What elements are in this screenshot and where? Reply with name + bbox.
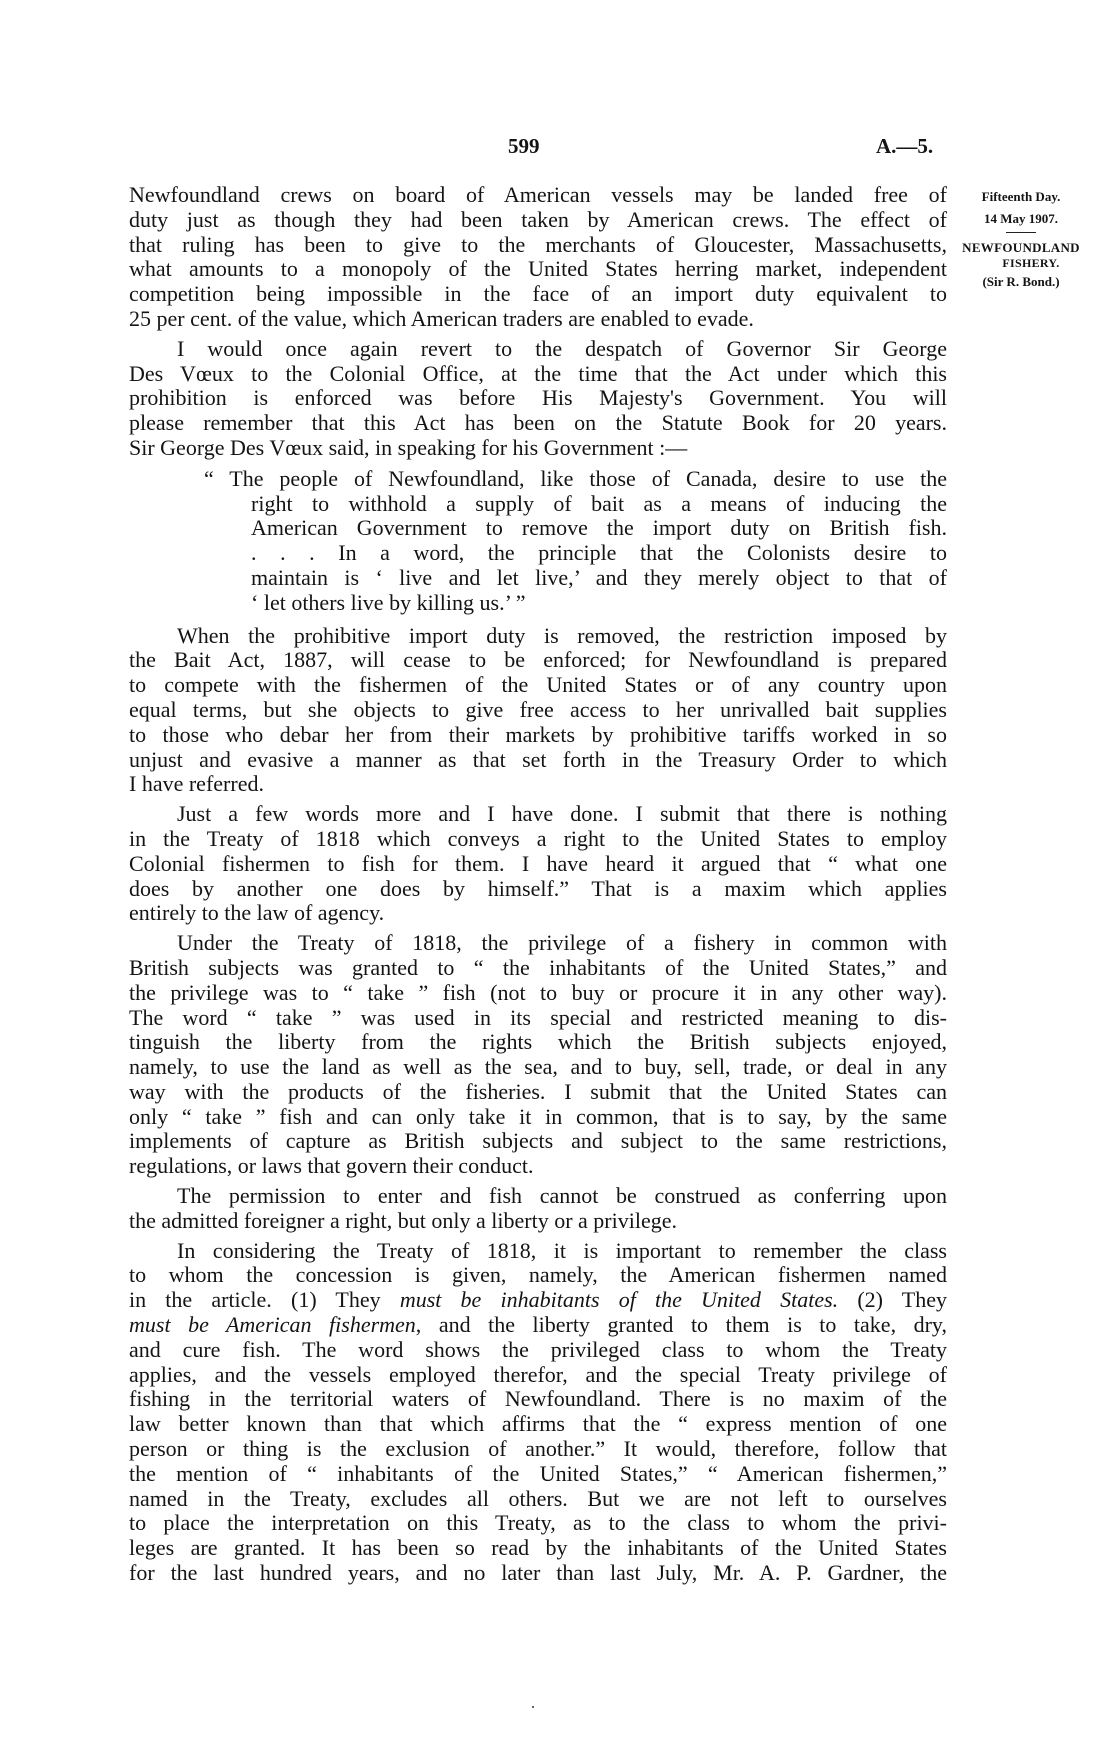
text-segment: Sir George Des Vœux said, in speaking for his Government :— — [129, 434, 688, 460]
text-line — [129, 1006, 947, 1031]
text-line — [129, 467, 947, 492]
text-segment: 25 per cent. of the value, which American traders are enabled to evade. — [129, 305, 754, 331]
text-line — [129, 772, 947, 797]
text-line — [129, 802, 947, 827]
italic-text: must be American fishermen — [129, 1312, 416, 1338]
text-line — [129, 1363, 947, 1388]
text-segment: When the prohibitive import duty is removed, the restriction imposed by — [177, 622, 947, 648]
text-line — [129, 566, 947, 591]
text-line — [129, 1387, 947, 1412]
margin-day: Fifteenth Day. — [981, 189, 1061, 204]
text-line — [129, 516, 947, 541]
text-segment: leges are granted. It has been so read by the inhabitants of the United States — [129, 1535, 947, 1561]
text-line — [129, 981, 947, 1006]
text-line — [129, 827, 947, 852]
text-segment: what amounts to a monopoly of the United States herring market, independent — [129, 256, 947, 282]
text-line — [129, 624, 947, 649]
text-segment: fishing in the territorial waters of Newfoundland. There is no maxim of the — [129, 1386, 947, 1412]
text-line — [129, 698, 947, 723]
text-segment: The word “ take ” was used in its special and restricted meaning to dis- — [129, 1004, 947, 1030]
text-line — [129, 183, 947, 208]
text-segment: does by another one does by himself.” That is a maxim which applies — [129, 875, 947, 901]
text-segment: Just a few words more and I have done. I submit that there is nothing — [177, 801, 947, 827]
text-line — [129, 1412, 947, 1437]
document-body — [129, 183, 947, 1591]
text-segment: . . . In a word, the principle that the Colonists desire to — [251, 540, 947, 566]
text-segment: only “ take ” fish and can only take it in common, that is to say, by the same — [129, 1103, 947, 1129]
text-line — [129, 1209, 947, 1234]
text-segment: in the Treaty of 1818 which conveys a right to the United States to employ — [129, 825, 947, 851]
paragraph — [129, 802, 947, 926]
text-line — [129, 877, 947, 902]
text-segment: maintain is ‘ live and let live,’ and they merely object to that of — [251, 564, 947, 590]
text-line — [129, 1288, 947, 1313]
text-segment: implements of capture as British subjects and subject to the same restrictions, — [129, 1128, 947, 1154]
text-line — [129, 1080, 947, 1105]
text-line — [129, 1239, 947, 1264]
margin-date: 14 May 1907. — [983, 211, 1059, 226]
text-segment: way with the products of the fisheries. I submit that the United States can — [129, 1078, 947, 1104]
paragraph — [129, 1184, 947, 1234]
text-segment: American Government to remove the import duty on British fish. — [251, 515, 947, 541]
paragraph — [129, 337, 947, 461]
text-line — [129, 208, 947, 233]
margin-divider — [1006, 232, 1036, 233]
text-segment: to place the interpretation on this Treaty, as to the class to whom the privi- — [129, 1510, 947, 1536]
text-segment: Des Vœux to the Colonial Office, at the time that the Act under which this — [129, 360, 947, 386]
text-segment: Colonial fishermen to fish for them. I have heard it argued that “ what one — [129, 850, 947, 876]
text-line — [129, 1462, 947, 1487]
text-line — [129, 337, 947, 362]
text-line — [129, 233, 947, 258]
text-line — [129, 307, 947, 332]
paragraph — [129, 183, 947, 332]
text-segment: entirely to the law of agency. — [129, 900, 385, 926]
text-line — [129, 723, 947, 748]
text-segment: unjust and evasive a manner as that set forth in the Treasury Order to which — [129, 746, 947, 772]
italic-text: must be inhabitants of the United States. — [399, 1287, 839, 1313]
paragraph — [129, 931, 947, 1179]
text-line — [129, 282, 947, 307]
text-segment: to compete with the fishermen of the United States or of any country upon — [129, 672, 947, 698]
text-line — [129, 1511, 947, 1536]
text-line — [129, 257, 947, 282]
text-segment: ‘ let others live by killing us.’ ” — [251, 589, 526, 615]
text-segment: In considering the Treaty of 1818, it is important to remember the class — [177, 1237, 947, 1263]
text-segment: I would once again revert to the despatch of Governor Sir George — [177, 335, 947, 361]
page-number: 599 — [508, 134, 540, 158]
text-line — [129, 1030, 947, 1055]
text-line — [129, 852, 947, 877]
text-segment: the Bait Act, 1887, will cease to be enforced; for Newfoundland is prepared — [129, 647, 947, 673]
margin-subject-line2: FISHERY. — [1002, 256, 1060, 270]
text-segment: the admitted foreigner a right, but only a liberty or a privilege. — [129, 1207, 677, 1233]
text-segment: person or thing is the exclusion of another.” It would, therefore, follow that — [129, 1436, 947, 1462]
text-segment: , and the liberty granted to them is to take, dry, — [415, 1312, 947, 1338]
block-quote — [129, 467, 947, 616]
text-line — [129, 648, 947, 673]
text-segment: right to withhold a supply of bait as a means of inducing the — [251, 490, 947, 516]
text-line — [129, 1536, 947, 1561]
text-segment: equal terms, but she objects to give free access to her unrivalled bait supplies — [129, 696, 947, 722]
text-segment: please remember that this Act has been on the Statute Book for 20 years. — [129, 410, 947, 436]
text-segment: namely, to use the land as well as the sea, and to buy, sell, trade, or deal in any — [129, 1054, 947, 1080]
margin-note — [958, 186, 1084, 293]
text-line — [129, 436, 947, 461]
text-segment: and cure fish. The word shows the privileged class to whom the Treaty — [129, 1336, 947, 1362]
text-line — [129, 386, 947, 411]
text-line — [129, 748, 947, 773]
text-segment: Newfoundland crews on board of American vessels may be landed free of — [129, 182, 947, 207]
text-line — [129, 1313, 947, 1338]
text-line — [129, 541, 947, 566]
text-line — [129, 591, 947, 616]
text-line — [129, 492, 947, 517]
text-line — [129, 901, 947, 926]
text-segment: British subjects was granted to “ the inhabitants of the United States,” and — [129, 954, 947, 980]
text-segment: law better known than that which affirms that the “ express mention of one — [129, 1411, 947, 1437]
text-segment: named in the Treaty, excludes all others. But we are not left to ourselves — [129, 1485, 947, 1511]
text-segment: for the last hundred years, and no later than last July, Mr. A. P. Gardner, the — [129, 1560, 947, 1586]
text-segment: duty just as though they had been taken by American crews. The effect of — [129, 206, 947, 232]
text-line — [129, 1154, 947, 1179]
text-line — [129, 1129, 947, 1154]
text-line — [129, 1055, 947, 1080]
text-segment: I have referred. — [129, 771, 264, 797]
text-segment: competition being impossible in the face of an import duty equivalent to — [129, 281, 947, 307]
text-segment: regulations, or laws that govern their conduct. — [129, 1153, 534, 1179]
paragraph — [129, 1239, 947, 1586]
text-segment: tinguish the liberty from the rights which the British subjects enjoyed, — [129, 1029, 947, 1055]
text-segment: to those who debar her from their markets by prohibitive tariffs worked in so — [129, 721, 947, 747]
text-line — [129, 411, 947, 436]
text-line — [129, 362, 947, 387]
text-segment: the privilege was to “ take ” fish (not to buy or procure it in any other way). — [129, 979, 947, 1005]
scan-speck — [532, 1706, 534, 1708]
document-series-label: A.—5. — [876, 134, 934, 158]
text-segment: applies, and the vessels employed therefor, and the special Treaty privilege of — [129, 1361, 947, 1387]
text-segment: that ruling has been to give to the merchants of Gloucester, Massachusetts, — [129, 231, 947, 257]
text-line — [129, 1437, 947, 1462]
margin-speaker: (Sir R. Bond.) — [982, 274, 1060, 289]
text-line — [129, 931, 947, 956]
text-segment: “ The people of Newfoundland, like those of Canada, desire to use the — [204, 465, 947, 491]
text-segment: in the article. (1) They — [129, 1287, 400, 1313]
text-segment: Under the Treaty of 1818, the privilege of a fishery in common with — [177, 930, 947, 956]
text-segment: to whom the concession is given, namely, the American fishermen named — [129, 1262, 947, 1288]
text-line — [129, 1338, 947, 1363]
text-segment: The permission to enter and fish cannot be construed as conferring upon — [177, 1183, 947, 1209]
text-segment: the mention of “ inhabitants of the United States,” “ American fishermen,” — [129, 1460, 947, 1486]
text-line — [129, 1184, 947, 1209]
text-segment: (2) They — [838, 1287, 947, 1313]
text-line — [129, 673, 947, 698]
text-segment: prohibition is enforced was before His Majesty's Government. You will — [129, 385, 947, 411]
text-line — [129, 956, 947, 981]
text-line — [129, 1263, 947, 1288]
margin-subject-line1: NEWFOUNDLAND — [962, 240, 1080, 255]
text-line — [129, 1487, 947, 1512]
text-line — [129, 1105, 947, 1130]
paragraph — [129, 624, 947, 798]
text-line — [129, 1561, 947, 1586]
